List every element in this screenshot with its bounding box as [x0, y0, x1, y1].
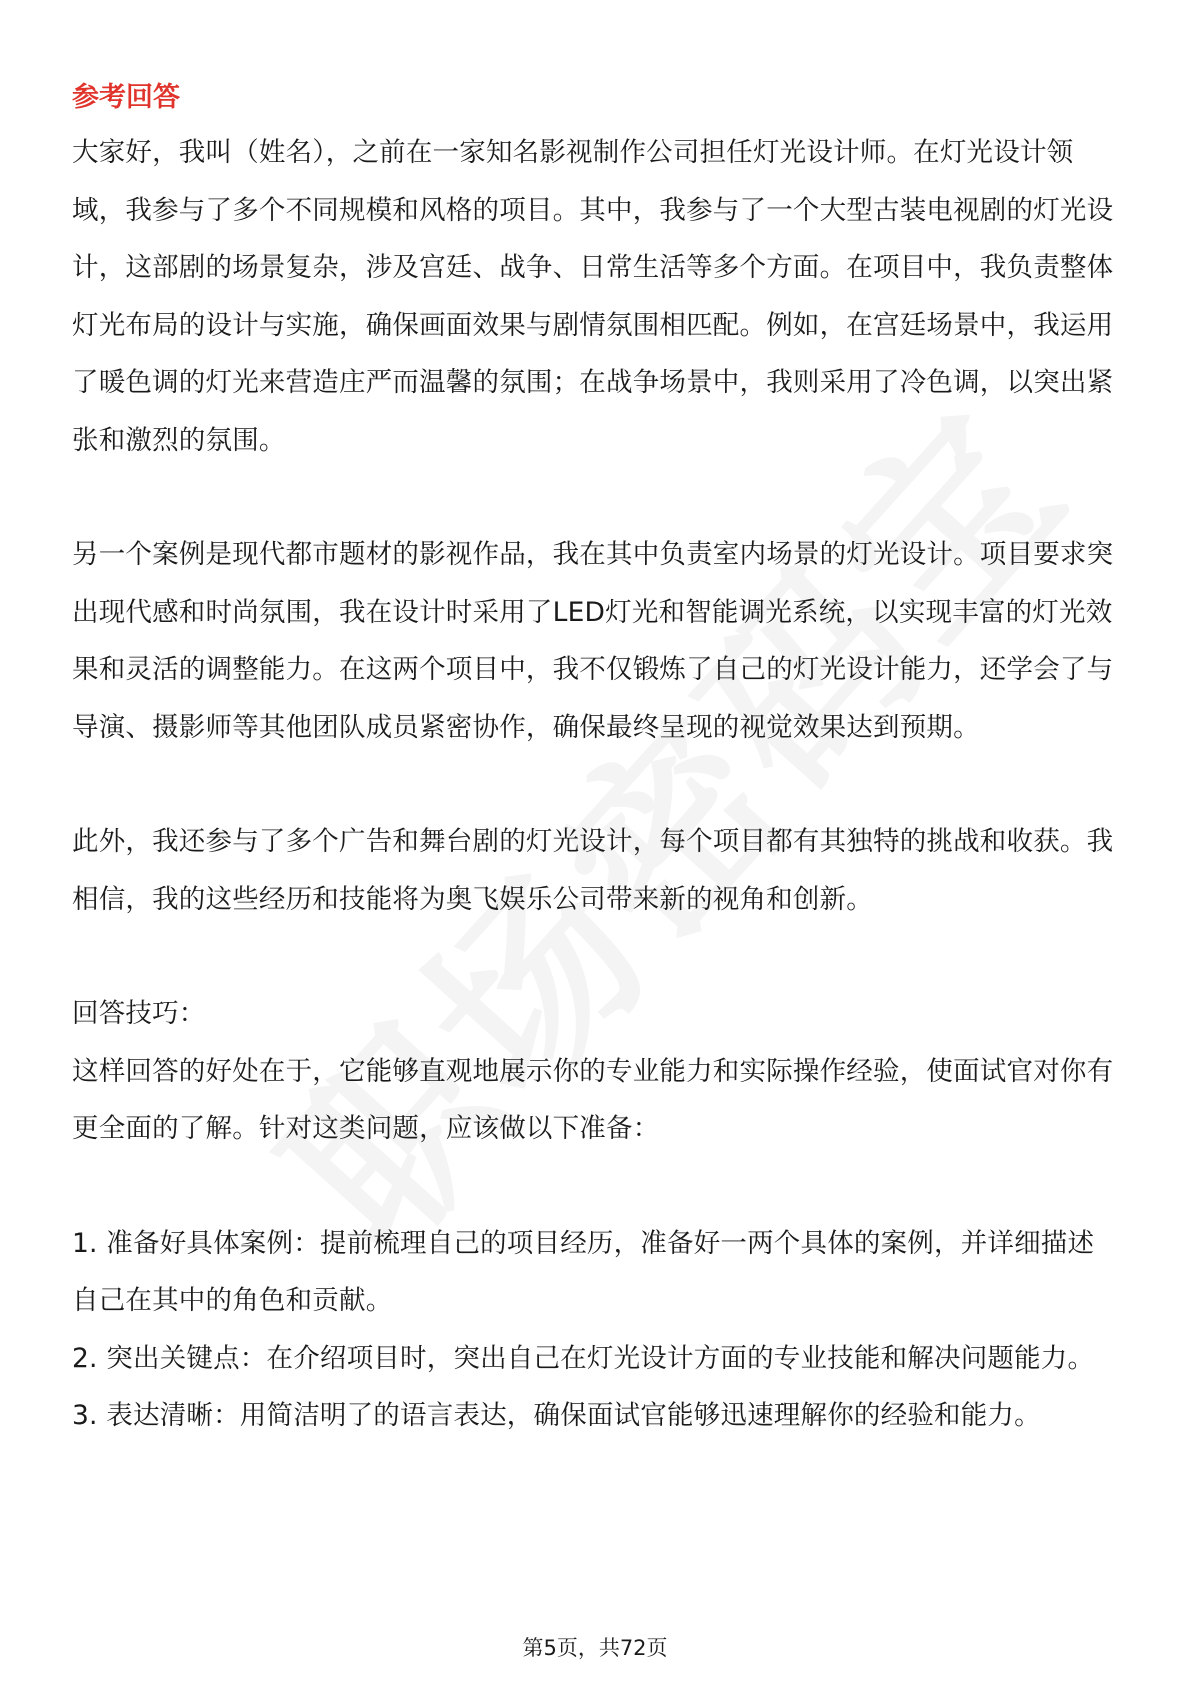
page-indicator: 第5页，共72页 — [522, 1636, 668, 1660]
tips-item-2: 2. 突出关键点：在介绍项目时，突出自己在灯光设计方面的专业技能和解决问题能力。 — [72, 1342, 1095, 1374]
answer-paragraph-1: 大家好，我叫（姓名），之前在一家知名影视制作公司担任灯光设计师。在灯光设计领域，我参与了多个不同规模和风格的项目。其中，我参与了一个大型古装电视剧的灯光设计，这部剧的场景复杂，涉及宫廷、战争、日常生活等多个方面。在项目中，我负责整体灯光布局的设计与实施，确保画面效果与剧情氛围相匹配。例如，在宫廷场景中，我运用了暖色调的灯光来营造庄严而温馨的氛围；在战争场景中，我则采用了冷色调，以突出紧张和激烈的氛围。 — [72, 137, 1114, 456]
section-heading: 参考回答 — [72, 82, 180, 113]
document-body — [72, 72, 1120, 1445]
tips-intro: 这样回答的好处在于，它能够直观地展示你的专业能力和实际操作经验，使面试官对你有更全面的了解。针对这类问题，应该做以下准备： — [72, 1055, 1114, 1144]
paragraph-spacer — [72, 469, 1120, 526]
answer-paragraph-2: 另一个案例是现代都市题材的影视作品，我在其中负责室内场景的灯光设计。项目要求突出现代感和时尚氛围，我在设计时采用了LED灯光和智能调光系统，以实现丰富的灯光效果和灵活的调整能力。在这两个项目中，我不仅锻炼了自己的灯光设计能力，还学会了与导演、摄影师等其他团队成员紧密协作，确保最终呈现的视觉效果达到预期。 — [72, 539, 1114, 743]
paragraph-spacer — [72, 1158, 1120, 1215]
answer-paragraph-3: 此外，我还参与了多个广告和舞台剧的灯光设计，每个项目都有其独特的挑战和收获。我相信，我的这些经历和技能将为奥飞娱乐公司带来新的视角和创新。 — [72, 826, 1114, 915]
paragraph-spacer — [72, 756, 1120, 813]
tips-item-1: 1. 准备好具体案例：提前梳理自己的项目经历，准备好一两个具体的案例，并详细描述自己在其中的角色和贡献。 — [72, 1227, 1095, 1316]
tips-item-3: 3. 表达清晰：用简洁明了的语言表达，确保面试官能够迅速理解你的经验和能力。 — [72, 1400, 1041, 1431]
tips-label: 回答技巧： — [72, 998, 206, 1029]
paragraph-spacer — [72, 928, 1120, 985]
